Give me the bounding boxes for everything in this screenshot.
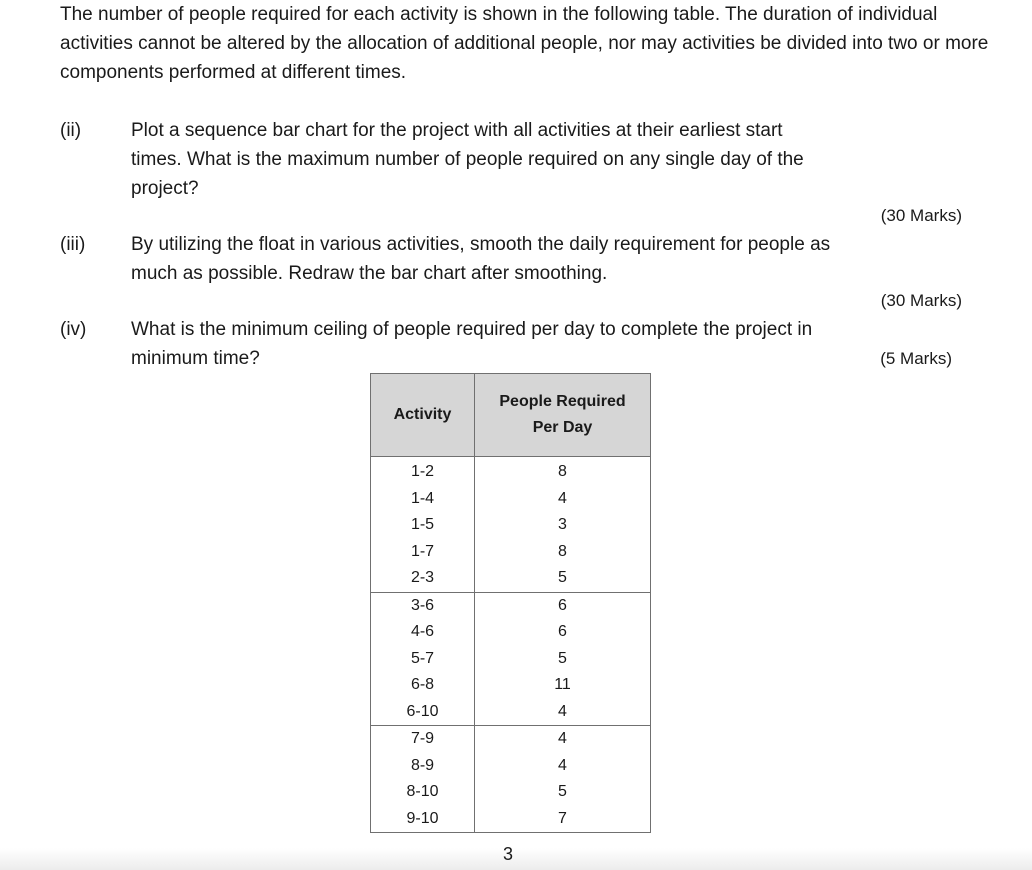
people-cell: 11 bbox=[475, 672, 651, 699]
people-cell: 6 bbox=[475, 619, 651, 646]
people-cell: 5 bbox=[475, 779, 651, 806]
activity-cell: 1-7 bbox=[371, 539, 475, 566]
header-people-line-2: Per Day bbox=[532, 419, 593, 436]
people-cell: 8 bbox=[475, 457, 651, 486]
table-row bbox=[371, 699, 651, 726]
table-row bbox=[371, 619, 651, 646]
question-iv-marks: (5 Marks) bbox=[880, 349, 952, 368]
table-row bbox=[371, 486, 651, 513]
activity-cell: 9-10 bbox=[371, 806, 475, 833]
people-cell: 4 bbox=[475, 753, 651, 780]
activity-cell: 6-10 bbox=[371, 699, 475, 726]
question-iii-line-2: much as possible. Redraw the bar chart after smoothing. bbox=[131, 263, 608, 284]
activity-cell: 1-5 bbox=[371, 512, 475, 539]
question-iv-line-2: minimum time? bbox=[131, 348, 260, 369]
question-number-iii: (iii) bbox=[60, 234, 86, 255]
question-ii-text bbox=[131, 116, 804, 203]
people-cell: 6 bbox=[475, 592, 651, 619]
intro-paragraph: The number of people required for each activity is shown in the following table. The duration of individual activities cannot be altered by the allocation of additional people, nor may activities be divided into two or more components performed at different times. bbox=[60, 4, 989, 83]
activity-cell: 7-9 bbox=[371, 726, 475, 753]
table-row bbox=[371, 726, 651, 753]
question-iii-line-1: By utilizing the float in various activities, smooth the daily requirement for people as bbox=[131, 234, 831, 255]
table-row bbox=[371, 592, 651, 619]
people-cell: 5 bbox=[475, 646, 651, 673]
question-ii-line-2: times. What is the maximum number of people required on any single day of the bbox=[131, 149, 804, 170]
activity-cell: 3-6 bbox=[371, 592, 475, 619]
people-cell: 5 bbox=[475, 565, 651, 592]
header-activity: Activity bbox=[371, 374, 475, 457]
activity-cell: 2-3 bbox=[371, 565, 475, 592]
table-row bbox=[371, 806, 651, 833]
activity-cell: 1-2 bbox=[371, 457, 475, 486]
people-cell: 4 bbox=[475, 726, 651, 753]
activity-cell: 5-7 bbox=[371, 646, 475, 673]
question-iv-line-1: What is the minimum ceiling of people required per day to complete the project in bbox=[131, 319, 813, 340]
activity-cell: 6-8 bbox=[371, 672, 475, 699]
question-number-iv: (iv) bbox=[60, 319, 87, 340]
question-iii-text bbox=[131, 230, 830, 288]
table-row bbox=[371, 672, 651, 699]
table-row bbox=[371, 539, 651, 566]
question-iv-text bbox=[131, 315, 812, 373]
activity-cell: 4-6 bbox=[371, 619, 475, 646]
activity-cell: 1-4 bbox=[371, 486, 475, 513]
table-row bbox=[371, 512, 651, 539]
activity-cell: 8-10 bbox=[371, 779, 475, 806]
page-number: 3 bbox=[503, 844, 514, 864]
table-row bbox=[371, 753, 651, 780]
question-number-ii: (ii) bbox=[60, 120, 82, 141]
page-bottom-shadow bbox=[0, 848, 1032, 870]
table-row bbox=[371, 646, 651, 673]
question-ii-line-3: project? bbox=[131, 178, 199, 199]
people-cell: 4 bbox=[475, 699, 651, 726]
table-row bbox=[371, 457, 651, 486]
people-cell: 8 bbox=[475, 539, 651, 566]
header-people-required bbox=[475, 374, 651, 457]
table-row bbox=[371, 779, 651, 806]
question-ii-marks: (30 Marks) bbox=[880, 206, 962, 225]
activity-cell: 8-9 bbox=[371, 753, 475, 780]
question-iii-marks: (30 Marks) bbox=[880, 291, 962, 310]
people-required-table bbox=[370, 373, 651, 833]
people-cell: 7 bbox=[475, 806, 651, 833]
table-header-row bbox=[371, 374, 651, 457]
people-cell: 3 bbox=[475, 512, 651, 539]
question-ii-line-1: Plot a sequence bar chart for the project with all activities at their earliest start bbox=[131, 120, 783, 141]
people-cell: 4 bbox=[475, 486, 651, 513]
table-row bbox=[371, 565, 651, 592]
header-people-line-1: People Required bbox=[499, 393, 626, 410]
